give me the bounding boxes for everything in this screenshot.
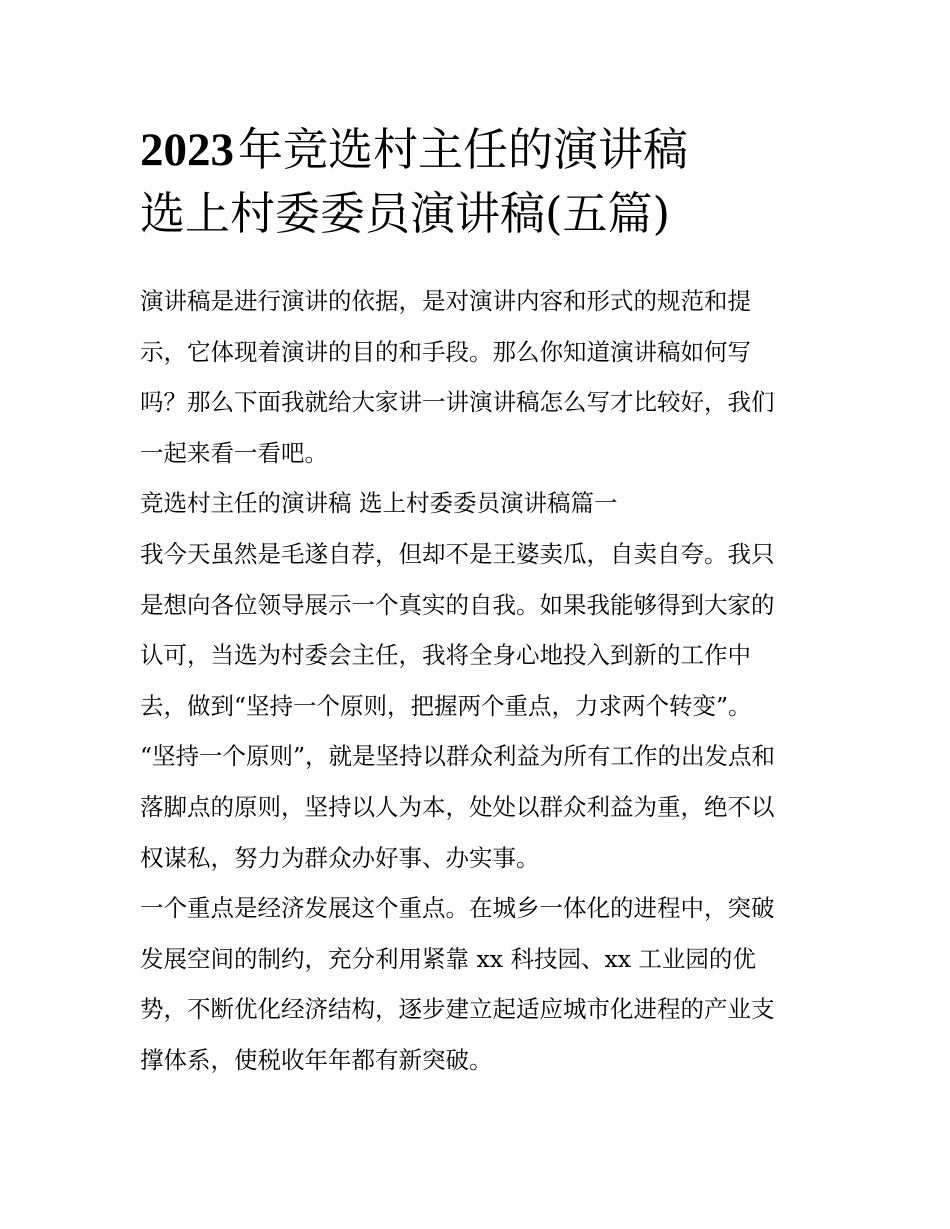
text-line: 演讲稿是进行演讲的依据，是对演讲内容和形式的规范和提 xyxy=(140,287,751,315)
text-line: 认可，当选为村委会主任，我将全身心地投入到新的工作中 xyxy=(140,641,751,670)
title-line-2: 选上村委委员演讲稿(五篇) xyxy=(140,187,671,240)
text-line: 竞选村主任的演讲稿 选上村委委员演讲稿篇一 xyxy=(140,489,618,518)
text-line: 我今天虽然是毛遂自荐，但却不是王婆卖瓜，自卖自夸。我只 xyxy=(140,539,775,568)
paragraph-intro xyxy=(140,276,820,478)
text-line: 势，不断优化经济结构，逐步建立起适应城市化进程的产业支 xyxy=(140,995,775,1024)
title-line-1 xyxy=(140,118,820,182)
text-line: 撑体系，使税收年年都有新突破。 xyxy=(140,1045,493,1074)
text-line: 落脚点的原则，坚持以人为本，处处以群众利益为重，绝不以 xyxy=(140,792,775,821)
text-line: 是想向各位领导展示一个真实的自我。如果我能够得到大家的 xyxy=(140,590,775,619)
text-line: 一个重点是经济发展这个重点。在城乡一体化的进程中，突破 xyxy=(140,894,775,923)
title-year: 2023 xyxy=(140,124,234,176)
paragraph-economic-focus xyxy=(140,883,820,1085)
text-line: 去，做到“坚持一个原则，把握两个重点，力求两个转变”。 xyxy=(140,691,752,720)
text-line: 一起来看一看吧。 xyxy=(140,438,328,467)
text-line: 示，它体现着演讲的目的和手段。那么你知道演讲稿如何写 xyxy=(140,337,751,366)
paragraph-principle xyxy=(140,731,820,883)
document-title xyxy=(140,118,820,246)
text-line: 发展空间的制约，充分利用紧靠 xx 科技园、xx 工业园的优 xyxy=(140,944,756,973)
text-line: 权谋私，努力为群众办好事、办实事。 xyxy=(140,843,540,872)
section-heading xyxy=(140,478,820,529)
document-body xyxy=(140,276,820,1086)
text-line: “坚持一个原则”，就是坚持以群众利益为所有工作的出发点和 xyxy=(140,742,776,771)
title-line-1-text: 年竞选村主任的演讲稿 xyxy=(238,123,689,176)
paragraph-self-introduction xyxy=(140,529,820,731)
text-line: 吗？那么下面我就给大家讲一讲演讲稿怎么写才比较好，我们 xyxy=(140,388,775,417)
